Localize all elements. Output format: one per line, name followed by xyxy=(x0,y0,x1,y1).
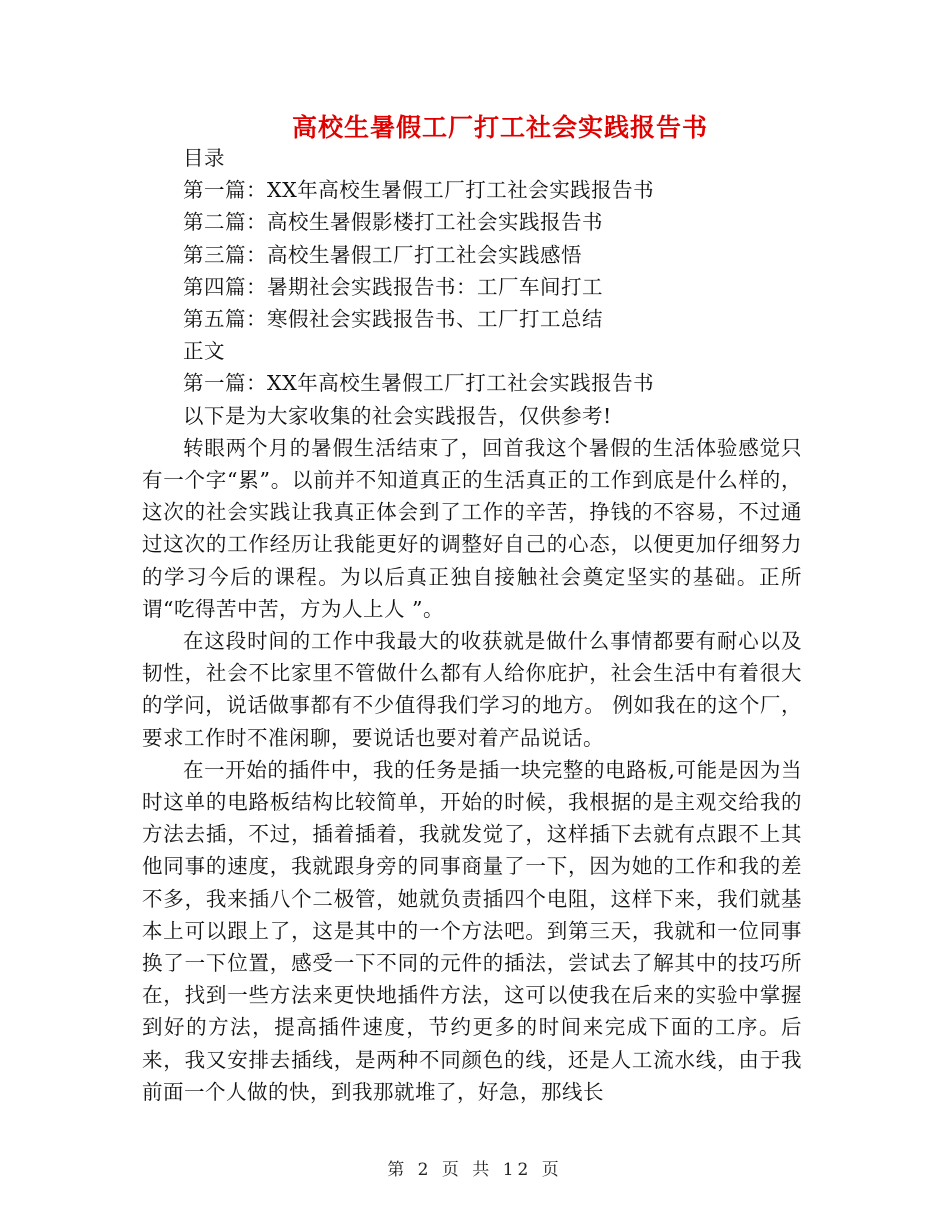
intro-text: 以下是为大家收集的社会实践报告，仅供参考! xyxy=(183,403,612,428)
toc-heading: 目录 xyxy=(183,146,225,170)
document-title: 高校生暑假工厂打工社会实践报告书 xyxy=(291,113,708,142)
toc-item-2: 第二篇：高校生暑假影楼打工社会实践报告书 xyxy=(183,210,603,235)
paragraph-2: 在这段时间的工作中我最大的收获就是做什么事情都要有耐心以及韧性，社会不比家里不管做什么都有人给你庇护，社会生活中有着很大的学问，说话做事都有不少值得我们学习的地方。 例如我在的这个厂，要求工作时不准闲聊，要说话也要对着产品说话。 xyxy=(142,629,802,750)
paragraph-3: 在一开始的插件中，我的任务是插一块完整的电路板,可能是因为当时这单的电路板结构比较简单，开始的时候，我根据的是主观交给我的方法去插，不过，插着插着，我就发觉了，这样插下去就有点跟不上其他同事的速度，我就跟身旁的同事商量了一下，因为她的工作和我的差不多，我来插八个二极管，她就负责插四个电阻，这样下来，我们就基本上可以跟上了，这是其中的一个方法吧。到第三天，我就和一位同事换了一下位置，感受一下不同的元件的插法，尝试去了解其中的技巧所在，找到一些方法来更快地插件方法，这可以使我在后来的实验中掌握到好的方法，提高插件速度，节约更多的时间来完成下面的工序。后来，我又安排去插线，是两种不同颜色的线，还是人工流水线，由于我前面一个人做的快，到我那就堆了，好急，那线长 xyxy=(142,757,802,1104)
toc-item-4: 第四篇：暑期社会实践报告书：工厂车间打工 xyxy=(183,274,603,299)
toc-item-5: 第五篇：寒假社会实践报告书、工厂打工总结 xyxy=(183,307,603,332)
paragraph-1: 转眼两个月的暑假生活结束了，回首我这个暑假的生活体验感觉只有一个字“累”。以前并不知道真正的生活真正的工作到底是什么样的，这次的社会实践让我真正体会到了工作的辛苦，挣钱的不容易，不过通过这次的工作经历让我能更好的调整好自己的心态，以便更加仔细努力的学习今后的课程。为以后真正独自接触社会奠定坚实的基础。正所谓“吃得苦中苦，方为人上人 ”。 xyxy=(142,435,802,621)
page-footer: 第 2 页 共 12 页 xyxy=(387,1160,563,1180)
toc-item-3: 第三篇：高校生暑假工厂打工社会实践感悟 xyxy=(183,242,582,267)
body-heading: 正文 xyxy=(183,339,225,364)
document-content xyxy=(142,142,802,1108)
toc-item-1: 第一篇：XX年高校生暑假工厂打工社会实践报告书 xyxy=(183,178,655,203)
section-title: 第一篇：XX年高校生暑假工厂打工社会实践报告书 xyxy=(183,371,655,396)
